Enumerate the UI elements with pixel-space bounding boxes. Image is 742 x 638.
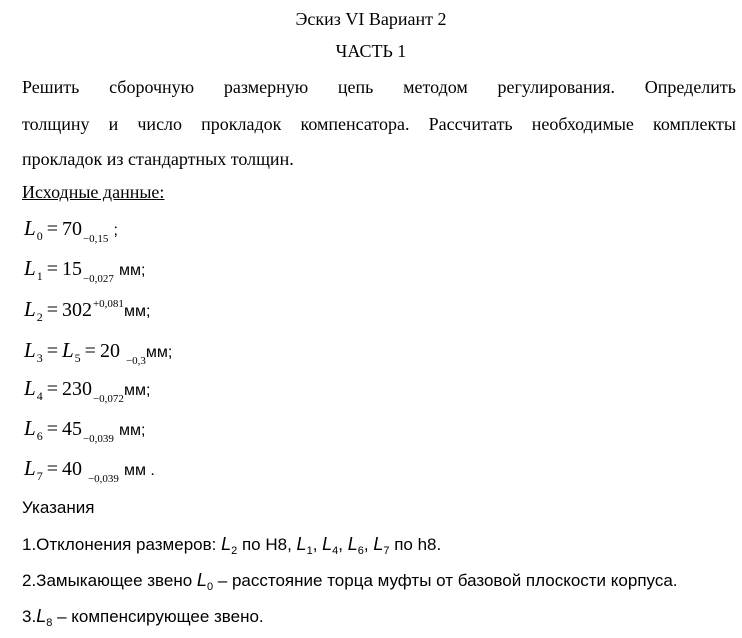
part-heading: ЧАСТЬ 1	[335, 41, 407, 61]
formula-l4: $L_4 = 230_{-0,072}мм$;	[24, 376, 151, 405]
note-2: 2.Замыкающее звено $L_0$ – расстояние торца муфты от базовой плоскости корпуса.	[22, 570, 678, 593]
formula-l3-l5: $L_3 = L_5 = 20$ $_{-0,3}$мм;	[24, 338, 173, 367]
formula-l2: $L_2 = 302^{+0,081}мм$;	[24, 297, 151, 324]
input-data-heading: Исходные данные:	[22, 182, 165, 202]
notes-heading: Указания	[22, 498, 95, 517]
formula-l1: $L_1 = 15_{-0,027}$ мм;	[24, 256, 146, 285]
note-3: $3.L_8$ – компенсирующее звено.	[22, 606, 264, 629]
task-line-1: Решить сборочную размерную цепь методом регулирования. Определить	[22, 77, 736, 97]
formula-l7: $L_7 = 40$ $_{-0,039}$ мм .	[24, 456, 155, 485]
formula-l6: $L_6 = 45_{-0,039}$ мм;	[24, 416, 146, 445]
page-title: Эскиз VI Вариант 2	[295, 9, 447, 29]
note-1: 1.Отклонения размеров: $L_2$ по Н8, $L_1$, $L_4$, $L_6$, $L_7$ по h8.	[22, 534, 442, 557]
formula-l0: $L_0 = 70_{-0,15}$ ;	[24, 216, 118, 245]
task-line-3: прокладок из стандартных толщин.	[22, 149, 294, 169]
task-line-2: толщину и число прокладок компенсатора. Рассчитать необходимые комплекты	[22, 114, 736, 134]
